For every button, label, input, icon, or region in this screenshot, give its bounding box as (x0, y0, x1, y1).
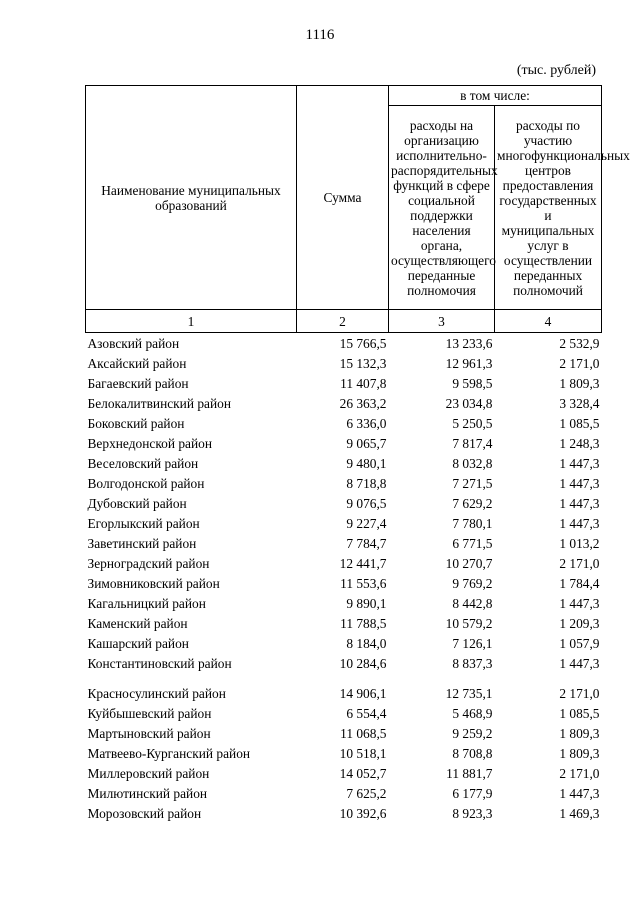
table-row (86, 556, 602, 576)
district-name: Заветинский район (87, 536, 197, 551)
district-name: Каменский район (87, 616, 188, 631)
mfc-expense-value: 1 447,3 (559, 786, 600, 801)
sum-value: 8 718,8 (346, 476, 387, 491)
mfc-expense-value: 1 085,5 (559, 416, 600, 431)
mfc-expense-value: 2 532,9 (559, 336, 600, 351)
budget-table (85, 85, 630, 826)
column-number: 1 (86, 310, 297, 333)
mfc-expense-value: 1 809,3 (559, 726, 600, 741)
district-name: Боковский район (87, 416, 185, 431)
header-sum: Сумма (297, 86, 389, 310)
table-row (86, 456, 602, 476)
mfc-expense-value: 1 085,5 (559, 706, 600, 721)
table-row (86, 746, 602, 766)
table-row (86, 656, 602, 686)
admin-expense-value: 23 034,8 (445, 396, 493, 411)
table-row (86, 496, 602, 516)
sum-value: 11 788,5 (340, 616, 387, 631)
mfc-expense-value: 1 209,3 (559, 616, 600, 631)
sum-value: 9 065,7 (346, 436, 387, 451)
sum-value: 10 518,1 (339, 746, 387, 761)
district-name: Егорлыкский район (87, 516, 200, 531)
table-row (86, 396, 602, 416)
district-name: Миллеровский район (87, 766, 210, 781)
mfc-expense-value: 1 447,3 (559, 596, 600, 611)
table-body (86, 333, 602, 827)
admin-expense-value: 7 629,2 (452, 496, 493, 511)
table-row (86, 436, 602, 456)
mfc-expense-value: 2 171,0 (559, 766, 600, 781)
admin-expense-value: 6 177,9 (452, 786, 493, 801)
admin-expense-value: 10 270,7 (445, 556, 493, 571)
column-number: 2 (297, 310, 389, 333)
district-name: Волгодонской район (87, 476, 205, 491)
table-row (86, 576, 602, 596)
sum-value: 9 076,5 (346, 496, 387, 511)
mfc-expense-value: 2 171,0 (559, 356, 600, 371)
sum-value: 10 392,6 (339, 806, 387, 821)
district-name: Милютинский район (87, 786, 208, 801)
sum-value: 8 184,0 (346, 636, 387, 651)
district-name: Азовский район (87, 336, 180, 351)
mfc-expense-value: 1 809,3 (559, 376, 600, 391)
header-name: Наименование муниципальных образований (86, 86, 297, 310)
table-row (86, 356, 602, 376)
sum-value: 6 336,0 (346, 416, 387, 431)
admin-expense-value: 7 271,5 (452, 476, 493, 491)
sum-value: 15 766,5 (339, 336, 387, 351)
admin-expense-value: 8 708,8 (452, 746, 493, 761)
sum-value: 9 480,1 (346, 456, 387, 471)
table-row (86, 616, 602, 636)
district-name: Кагальницкий район (87, 596, 206, 611)
district-name: Зерноградский район (87, 556, 210, 571)
mfc-expense-value: 1 447,3 (559, 456, 600, 471)
admin-expense-value: 9 769,2 (452, 576, 493, 591)
admin-expense-value: 8 442,8 (452, 596, 493, 611)
district-name: Кашарский район (87, 636, 189, 651)
sum-value: 10 284,6 (339, 656, 387, 671)
admin-expense-value: 8 837,3 (452, 656, 493, 671)
admin-expense-value: 10 579,2 (445, 616, 493, 631)
admin-expense-value: 6 771,5 (452, 536, 493, 551)
district-name: Морозовский район (87, 806, 202, 821)
table-row (86, 686, 602, 706)
mfc-expense-value: 1 447,3 (559, 476, 600, 491)
admin-expense-value: 7 817,4 (452, 436, 493, 451)
header-sub1: расходы на организацию исполнительно-распорядительных функций в сфере социальной поддержки населения органа, осуществляющего переданные полномочия (389, 106, 495, 310)
sum-value: 11 407,8 (340, 376, 387, 391)
district-name: Дубовский район (87, 496, 187, 511)
admin-expense-value: 8 923,3 (452, 806, 493, 821)
admin-expense-value: 5 468,9 (452, 706, 493, 721)
district-name: Зимовниковский район (87, 576, 220, 591)
district-name: Веселовский район (87, 456, 199, 471)
admin-expense-value: 12 961,3 (445, 356, 493, 371)
sum-value: 15 132,3 (339, 356, 387, 371)
sum-value: 14 052,7 (339, 766, 387, 781)
table-row (86, 476, 602, 496)
table-row (86, 766, 602, 786)
header-group: в том числе: (389, 86, 602, 106)
mfc-expense-value: 1 784,4 (559, 576, 600, 591)
admin-expense-value: 9 598,5 (452, 376, 493, 391)
units-label: (тыс. рублей) (516, 63, 596, 78)
admin-expense-value: 7 780,1 (452, 516, 493, 531)
district-name: Куйбышевский район (87, 706, 212, 721)
mfc-expense-value: 1 469,3 (559, 806, 600, 821)
sum-value: 9 227,4 (346, 516, 387, 531)
mfc-expense-value: 1 447,3 (559, 496, 600, 511)
admin-expense-value: 9 259,2 (452, 726, 493, 741)
sum-value: 14 906,1 (339, 686, 387, 701)
page-number: 1116 (305, 27, 335, 43)
mfc-expense-value: 1 013,2 (559, 536, 600, 551)
table-header (86, 86, 630, 333)
mfc-expense-value: 1 447,3 (559, 516, 600, 531)
district-name: Красносулинский район (87, 686, 226, 701)
table-row (86, 333, 602, 357)
sum-value: 26 363,2 (339, 396, 387, 411)
sum-value: 6 554,4 (346, 706, 387, 721)
district-name: Константиновский район (87, 656, 232, 671)
mfc-expense-value: 1 057,9 (559, 636, 600, 651)
district-name: Верхнедонской район (87, 436, 213, 451)
mfc-expense-value: 2 171,0 (559, 686, 600, 701)
column-number: 4 (495, 310, 602, 333)
sum-value: 7 625,2 (346, 786, 387, 801)
sum-value: 7 784,7 (346, 536, 387, 551)
admin-expense-value: 8 032,8 (452, 456, 493, 471)
mfc-expense-value: 3 328,4 (559, 396, 600, 411)
sum-value: 12 441,7 (339, 556, 387, 571)
district-name: Аксайский район (87, 356, 187, 371)
admin-expense-value: 7 126,1 (452, 636, 493, 651)
district-name: Белокалитвинский район (87, 396, 232, 411)
table-row (86, 806, 602, 826)
table-row (86, 786, 602, 806)
mfc-expense-value: 2 171,0 (559, 556, 600, 571)
admin-expense-value: 12 735,1 (445, 686, 493, 701)
district-name: Матвеево-Курганский район (87, 746, 251, 761)
sum-value: 9 890,1 (346, 596, 387, 611)
table-row (86, 726, 602, 746)
mfc-expense-value: 1 248,3 (559, 436, 600, 451)
sum-value: 11 553,6 (340, 576, 387, 591)
admin-expense-value: 5 250,5 (452, 416, 493, 431)
sum-value: 11 068,5 (340, 726, 387, 741)
mfc-expense-value: 1 809,3 (559, 746, 600, 761)
table-row (86, 536, 602, 556)
table-row (86, 516, 602, 536)
table-row (86, 706, 602, 726)
table-row (86, 636, 602, 656)
column-number: 3 (389, 310, 495, 333)
district-name: Багаевский район (87, 376, 189, 391)
header-sub2: расходы по участию многофункциональных центров предоставления государственных и муниципальных услуг в осуществлении переданных полномочий (495, 106, 602, 310)
table-row (86, 596, 602, 616)
district-name: Мартыновский район (87, 726, 211, 741)
admin-expense-value: 11 881,7 (446, 766, 493, 781)
table-row (86, 376, 602, 396)
table-row (86, 416, 602, 436)
mfc-expense-value: 1 447,3 (559, 656, 600, 671)
admin-expense-value: 13 233,6 (445, 336, 493, 351)
